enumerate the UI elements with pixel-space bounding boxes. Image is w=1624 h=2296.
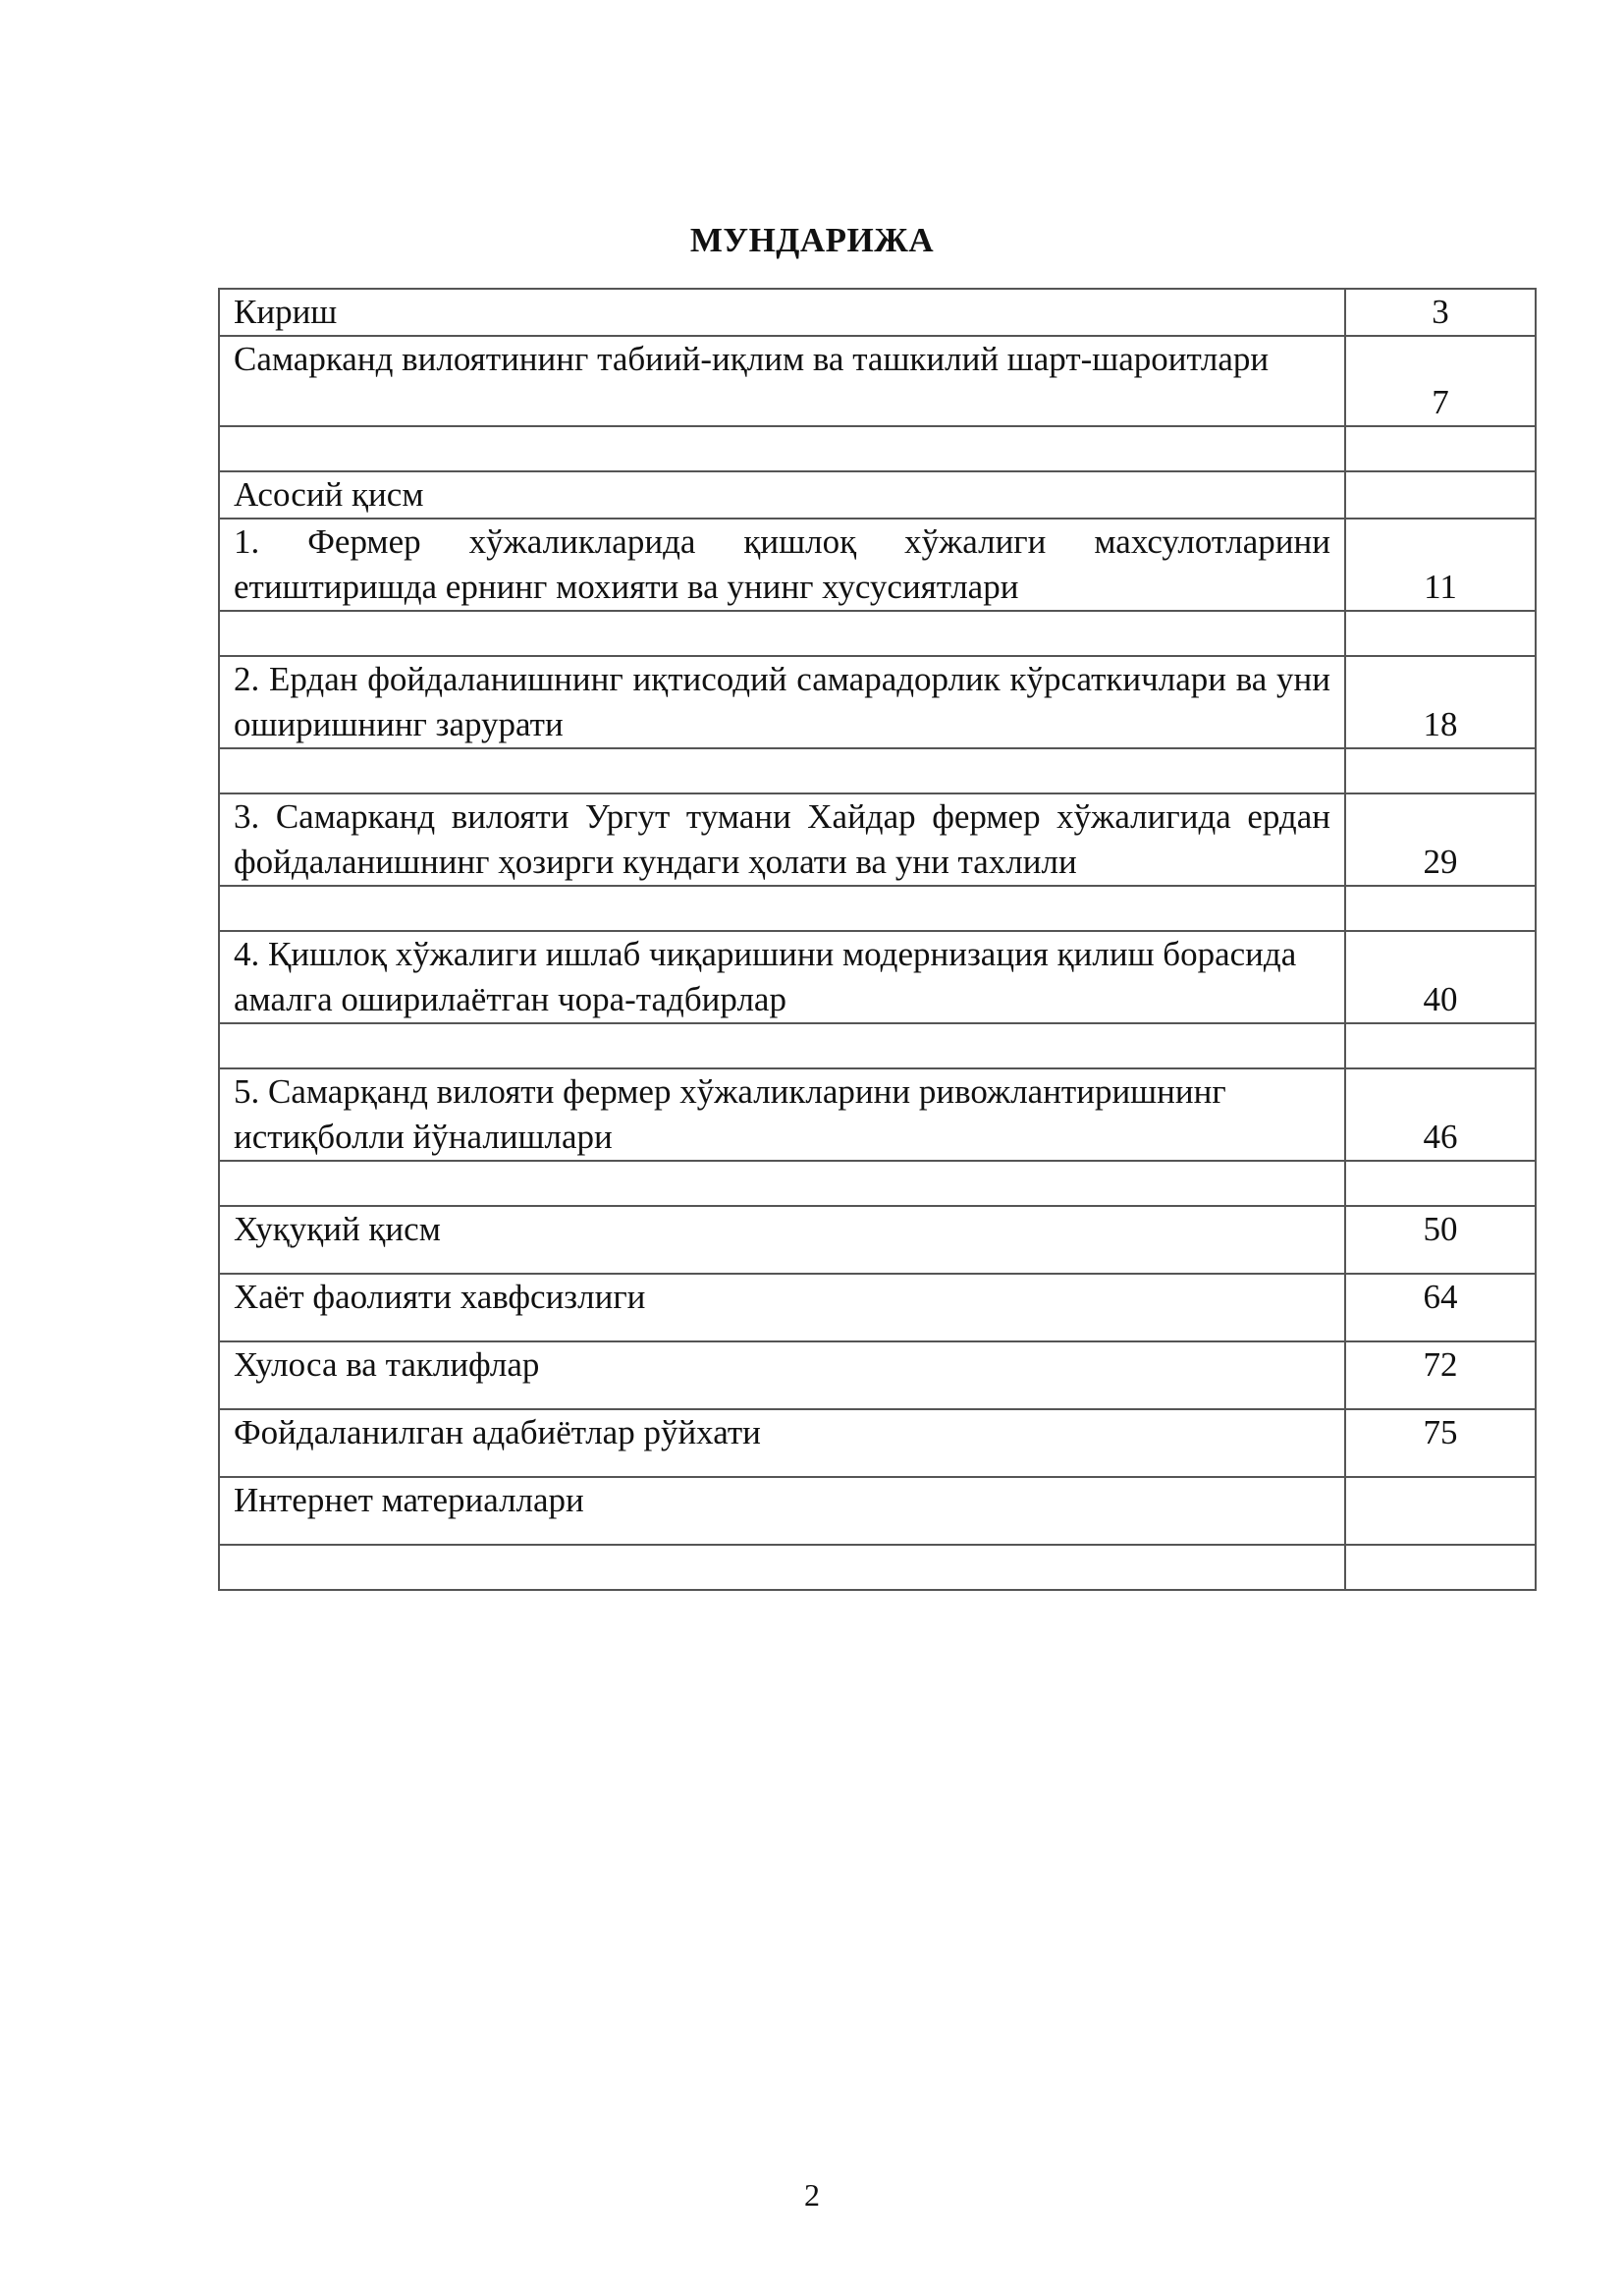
toc-row-introduction bbox=[219, 289, 1536, 336]
toc-row-section-2 bbox=[219, 656, 1536, 748]
toc-entry-page bbox=[1345, 748, 1536, 793]
toc-row-empty bbox=[219, 426, 1536, 471]
toc-entry-page: 64 bbox=[1345, 1274, 1536, 1341]
toc-entry-page bbox=[1345, 1161, 1536, 1206]
toc-entry-title bbox=[219, 748, 1345, 793]
toc-entry-page: 18 bbox=[1345, 656, 1536, 748]
toc-row-section-5 bbox=[219, 1068, 1536, 1161]
toc-entry-page bbox=[1345, 886, 1536, 931]
toc-row-empty bbox=[219, 1023, 1536, 1068]
toc-entry-page: 7 bbox=[1345, 336, 1536, 426]
toc-row-empty bbox=[219, 1545, 1536, 1590]
toc-entry-title: Хулоса ва таклифлар bbox=[219, 1341, 1345, 1409]
toc-entry-page: 29 bbox=[1345, 793, 1536, 886]
toc-entry-title bbox=[219, 611, 1345, 656]
toc-row-section-3 bbox=[219, 793, 1536, 886]
toc-row-section-1 bbox=[219, 519, 1536, 611]
toc-entry-title: 1. Фермер хўжаликларида қишлоқ хўжалиги махсулотларини етиштиришда ернинг мохияти ва унинг хусусиятлари bbox=[219, 519, 1345, 611]
toc-entry-title: 5. Самарқанд вилояти фермер хўжаликларини ривожлантиришнинг истиқболли йўналишлари bbox=[219, 1068, 1345, 1161]
toc-entry-title: Самарканд вилоятининг табиий-иқлим ва ташкилий шарт-шароитлари bbox=[219, 336, 1345, 426]
toc-row-internet-materials bbox=[219, 1477, 1536, 1545]
toc-entry-page bbox=[1345, 1023, 1536, 1068]
toc-entry-page bbox=[1345, 426, 1536, 471]
toc-row-references bbox=[219, 1409, 1536, 1477]
toc-entry-page bbox=[1345, 471, 1536, 519]
toc-entry-page: 11 bbox=[1345, 519, 1536, 611]
toc-entry-title: Асосий қисм bbox=[219, 471, 1345, 519]
toc-entry-title bbox=[219, 1545, 1345, 1590]
toc-entry-title bbox=[219, 886, 1345, 931]
toc-entry-page bbox=[1345, 1477, 1536, 1545]
toc-entry-title: Интернет материаллари bbox=[219, 1477, 1345, 1545]
toc-entry-page: 46 bbox=[1345, 1068, 1536, 1161]
page-title: МУНДАРИЖА bbox=[689, 221, 935, 259]
toc-entry-title bbox=[219, 426, 1345, 471]
toc-row-main-part bbox=[219, 471, 1536, 519]
toc-entry-page: 40 bbox=[1345, 931, 1536, 1023]
toc-entry-page: 3 bbox=[1345, 289, 1536, 336]
toc-entry-page: 72 bbox=[1345, 1341, 1536, 1409]
toc-entry-title: 3. Самарканд вилояти Ургут тумани Хайдар фермер хўжалигида ердан фойдаланишнинг ҳозирги кундаги ҳолати ва уни тахлили bbox=[219, 793, 1345, 886]
toc-entry-title: Хуқуқий қисм bbox=[219, 1206, 1345, 1274]
toc-entry-page: 50 bbox=[1345, 1206, 1536, 1274]
toc-row-conclusions bbox=[219, 1341, 1536, 1409]
toc-entry-title: Хаёт фаолияти хавфсизлиги bbox=[219, 1274, 1345, 1341]
toc-row-conditions bbox=[219, 336, 1536, 426]
toc-entry-title: Кириш bbox=[219, 289, 1345, 336]
page-number: 2 bbox=[804, 2177, 820, 2213]
toc-row-empty bbox=[219, 611, 1536, 656]
toc-entry-page bbox=[1345, 1545, 1536, 1590]
toc-row-life-safety bbox=[219, 1274, 1536, 1341]
toc-row-legal-part bbox=[219, 1206, 1536, 1274]
toc-row-section-4 bbox=[219, 931, 1536, 1023]
toc-entry-title bbox=[219, 1161, 1345, 1206]
toc-entry-title: 2. Ердан фойдаланишнинг иқтисодий самарадорлик кўрсаткичлари ва уни оширишнинг зарурати bbox=[219, 656, 1345, 748]
table-of-contents bbox=[218, 288, 1537, 1591]
toc-row-empty bbox=[219, 748, 1536, 793]
toc-entry-page: 75 bbox=[1345, 1409, 1536, 1477]
toc-entry-title bbox=[219, 1023, 1345, 1068]
toc-row-empty bbox=[219, 886, 1536, 931]
toc-entry-title: Фойдаланилган адабиётлар рўйхати bbox=[219, 1409, 1345, 1477]
toc-row-empty bbox=[219, 1161, 1536, 1206]
toc-entry-title: 4. Қишлоқ хўжалиги ишлаб чиқаришини модернизация қилиш борасида амалга оширилаётган чора-тадбирлар bbox=[219, 931, 1345, 1023]
toc-entry-page bbox=[1345, 611, 1536, 656]
